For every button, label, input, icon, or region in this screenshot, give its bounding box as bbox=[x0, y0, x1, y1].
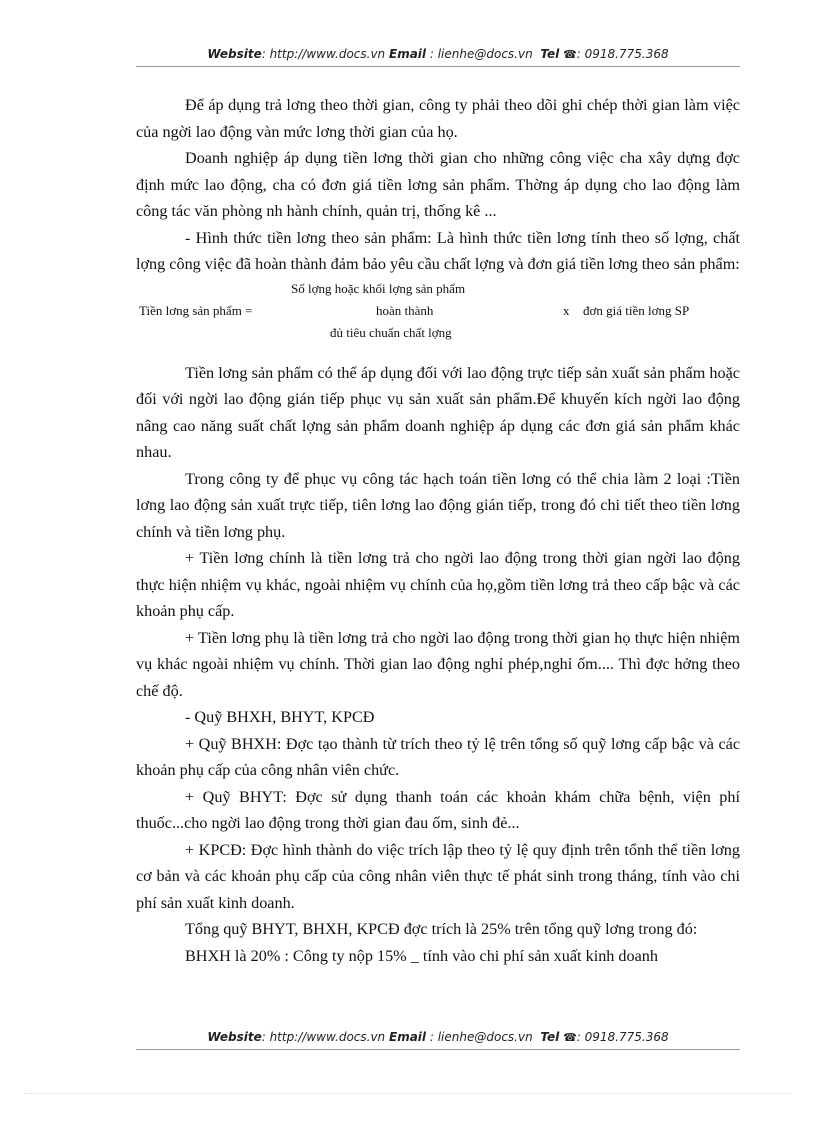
paragraph-extra-pay: + Tiền lơng phụ là tiền lơng trả cho ngời lao động trong thời gian họ thực hiện nhiệm vụ khác ngoài nhiệm vụ chính. Thời gian lao động nghỉ phép,nghỉ ốm.... Thì đợc hởng theo chế độ. bbox=[136, 628, 740, 700]
paragraph-kpcd-fund: + KPCĐ: Đợc hình thành do việc trích lập theo tỷ lệ quy định trên tổnh thể tiền lơng cơ bản và các khoản phụ cấp của công nhân viên thực tế phát sinh trong tháng, tính vào chi phí sản xuất kinh doanh. bbox=[136, 840, 740, 912]
header-email-link[interactable]: : lienhe@docs.vn bbox=[429, 47, 533, 61]
page-header bbox=[136, 47, 740, 67]
paragraph-product-pay: - Hình thức tiền lơng theo sản phẩm: Là hình thức tiền lơng tính theo số lợng, chất lợng công việc đã hoàn thành đảm bảo yêu cầu chất lợng và đơn giá tiền lơng theo sản phẩm: bbox=[136, 228, 740, 273]
header-email-label: Email bbox=[389, 47, 427, 61]
footer-tel-value: : 0918.775.368 bbox=[576, 1030, 669, 1044]
header-website-link[interactable]: : http://www.docs.vn bbox=[261, 47, 386, 61]
formula-middle: hoàn thành bbox=[376, 302, 434, 318]
paragraph-time-pay-usage: Doanh nghiệp áp dụng tiền lơng thời gian cho những công việc cha xây dựng đợc định mức lao động, cha có đơn giá tiền lơng sản phẩm. Thờng áp dụng cho lao động làm công tác văn phòng nh hành chính, quản trị, thống kê ... bbox=[136, 149, 740, 220]
paragraph-product-pay-application: Tiền lơng sản phẩm có thể áp dụng đối với lao động trực tiếp sản xuất sản phẩm hoặc đối với ngời lao động gián tiếp phục vụ sản xuất sản phẩm.Để khuyến kích ngời lao động nâng cao năng suất chất lợng sản phẩm doanh nghiệp áp dụng các đơn giá sản phẩm khác nhau. bbox=[136, 363, 740, 461]
paragraph-bhxh-fund: + Quỹ BHXH: Đợc tạo thành từ trích theo tỷ lệ trên tổng số quỹ lơng cấp bậc và các khoản phụ cấp của công nhân viên chức. bbox=[136, 734, 740, 779]
footer-website-link[interactable]: : http://www.docs.vn bbox=[261, 1030, 386, 1044]
formula-rhs: đơn giá tiền lơng SP bbox=[583, 302, 690, 318]
page-footer bbox=[136, 1030, 740, 1050]
paragraph-main-pay: + Tiền lơng chính là tiền lơng trả cho ngời lao động trong thời gian ngời lao động thực hiện nhiệm vụ khác, ngoài nhiệm vụ chính của họ,gồm tiền lơng trả theo cấp bậc và các khoản phụ cấp. bbox=[136, 549, 740, 620]
page-break-divider bbox=[24, 1093, 792, 1094]
formula-lhs: Tiền lơng sản phẩm = bbox=[139, 302, 253, 318]
paragraph-bhyt-fund: + Quỹ BHYT: Đợc sử dụng thanh toán các khoản khám chữa bệnh, viện phí thuốc...cho ngời lao động trong thời gian đau ốm, sinh đẻ... bbox=[136, 787, 740, 832]
phone-icon: ☎ bbox=[563, 1031, 577, 1044]
formula-denominator: đủ tiêu chuẩn chất lợng bbox=[330, 324, 452, 340]
footer-website-label: Website bbox=[207, 1030, 262, 1044]
footer-email-link[interactable]: : lienhe@docs.vn bbox=[429, 1030, 533, 1044]
header-website-label: Website bbox=[207, 47, 262, 61]
footer-tel-label: Tel bbox=[540, 1030, 560, 1044]
header-tel-value: : 0918.775.368 bbox=[576, 47, 669, 61]
formula-times: x bbox=[563, 302, 570, 318]
paragraph-funds-heading: - Quỹ BHXH, BHYT, KPCĐ bbox=[185, 708, 375, 726]
paragraph-time-based-pay: Để áp dụng trả lơng theo thời gian, công ty phải theo dõi ghi chép thời gian làm việc của ngời lao động vàn mức lơng thời gian của họ. bbox=[136, 96, 740, 141]
paragraph-bhxh-rate: BHXH là 20% : Công ty nộp 15% _ tính vào chi phí sản xuất kinh doanh bbox=[185, 946, 658, 965]
phone-icon: ☎ bbox=[563, 48, 577, 61]
paragraph-total-funds: Tổng quỹ BHYT, BHXH, KPCĐ đợc trích là 25% trên tổng quỹ lơng trong đó: bbox=[185, 920, 698, 938]
header-tel-label: Tel bbox=[540, 47, 560, 61]
product-pay-formula bbox=[136, 278, 740, 360]
document-body bbox=[136, 92, 740, 969]
footer-email-label: Email bbox=[389, 1030, 427, 1044]
formula-numerator: Số lợng hoặc khối lợng sản phẩm bbox=[291, 280, 466, 296]
paragraph-pay-categories: Trong công ty để phục vụ công tác hạch toán tiền lơng có thể chia làm 2 loại :Tiền lơng lao động sản xuất trực tiếp, tiên lơng lao động gián tiếp, trong đó chi tiết theo tiền lơng chính và tiền lơng phụ. bbox=[136, 469, 740, 541]
